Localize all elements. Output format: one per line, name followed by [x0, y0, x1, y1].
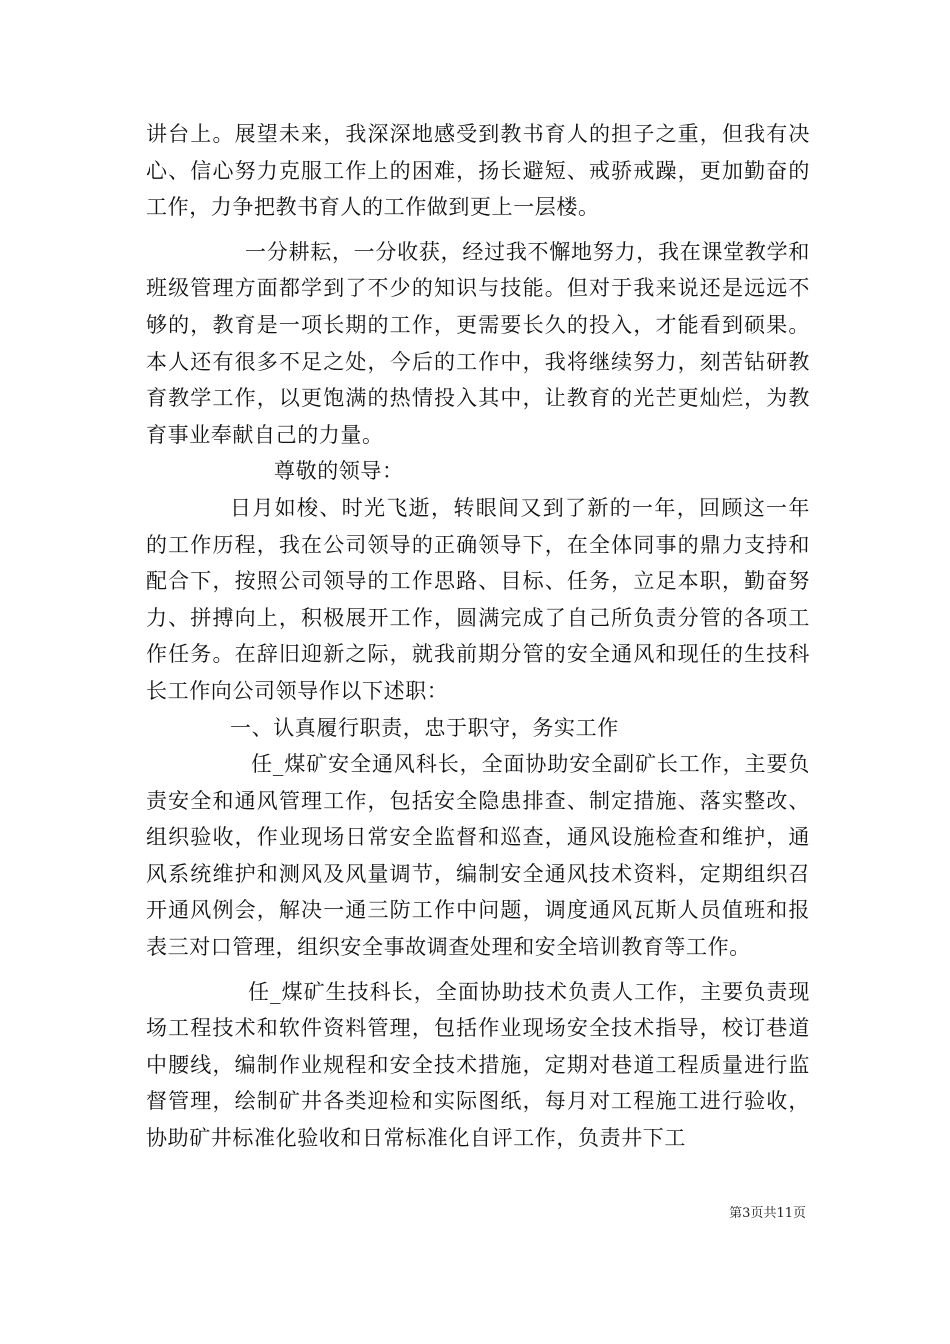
paragraph-review-intro: 日月如梭、时光飞逝，转眼间又到了新的一年，回顾这一年的工作历程，我在公司领导的正确领导下，在全体同事的鼎力支持和配合下，按照公司领导的工作思路、目标、任务，立足本职，勤奋努力、拼搏向上，积极展开工作，圆满完成了自己所负责分管的各项工作任务。在辞旧迎新之际，就我前期分管的安全通风和现任的生技科长工作向公司领导作以下述职：: [146, 495, 810, 703]
paragraph-salutation: 尊敬的领导：: [274, 459, 404, 484]
paragraph-closing-outlook: 讲台上。展望未来，我深深地感受到教书育人的担子之重，但我有决心、信心努力克服工作上的困难，扬长避短、戒骄戒躁，更加勤奋的工作，力争把教书育人的工作做到更上一层楼。: [146, 122, 810, 220]
page-number-footer: 第3页共11页: [729, 1206, 806, 1221]
document-body: [146, 116, 810, 1157]
paragraph-safety-ventilation: 任_煤矿安全通风科长，全面协助安全副矿长工作，主要负责安全和通风管理工作，包括安全隐患排查、制定措施、落实整改、组织验收，作业现场日常安全监督和巡查，通风设施检查和维护，通风系统维护和测风及风量调节，编制安全通风技术资料，定期组织召开通风例会，解决一通三防工作中问题，调度通风瓦斯人员值班和报表三对口管理，组织安全事故调查处理和安全培训教育等工作。: [146, 752, 810, 960]
paragraph-production-technology: 任_煤矿生技科长，全面协助技术负责人工作，主要负责现场工程技术和软件资料管理，包括作业现场安全技术指导，校订巷道中腰线，编制作业规程和安全技术措施，定期对巷道工程质量进行监督管理，绘制矿井各类迎检和实际图纸，每月对工程施工进行验收，协助矿井标准化验收和日常标准化自评工作，负责井下工: [146, 979, 810, 1151]
paragraph-harvest: 一分耕耘，一分收获，经过我不懈地努力，我在课堂教学和班级管理方面都学到了不少的知识与技能。但对于我来说还是远远不够的，教育是一项长期的工作，更需要长久的投入，才能看到硕果。本人还有很多不足之处，今后的工作中，我将继续努力，刻苦钻研教育教学工作，以更饱满的热情投入其中，让教育的光芒更灿烂，为教育事业奉献自己的力量。: [146, 239, 810, 447]
section-heading-duties: 一、认真履行职责，忠于职守，务实工作: [230, 715, 619, 740]
